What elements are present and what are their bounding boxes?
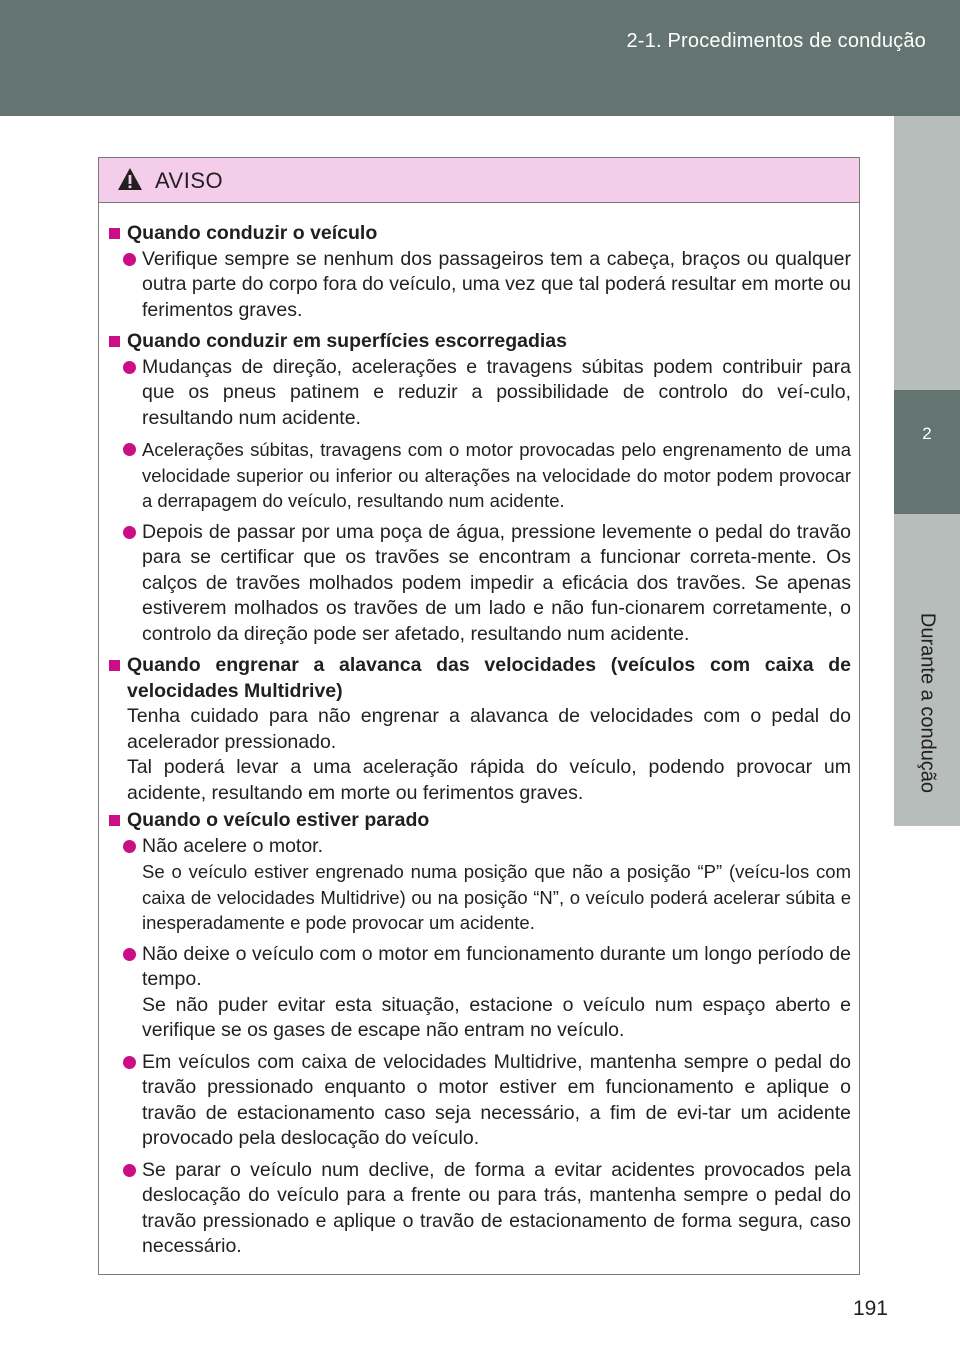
section-heading-text: Quando o veículo estiver parado — [127, 809, 430, 831]
round-bullet-icon — [123, 443, 136, 456]
list-item — [123, 247, 851, 324]
list-item-text — [142, 942, 851, 1044]
warning-triangle-icon — [117, 167, 143, 191]
list-item-text: Acelerações súbitas, travagens com o motor provocadas pelo engrenamento de uma velocidade superior ou inferior ou alterações na velocidade do motor podem provocar a derrapagem do veículo, resultando num acidente. — [142, 439, 851, 511]
warning-header — [99, 158, 859, 203]
list-item-text: Verifique sempre se nenhum dos passageiros tem a cabeça, braços ou qualquer outra parte do corpo fora do veículo, uma vez que tal poderá resultar em morte ou ferimentos graves. — [142, 247, 851, 321]
round-bullet-icon — [123, 1056, 136, 1069]
section-title: 2-1. Procedimentos de condução — [626, 30, 926, 52]
square-bullet-icon — [109, 336, 120, 347]
warning-box — [98, 157, 860, 1275]
round-bullet-icon — [123, 840, 136, 853]
paragraph: Tenha cuidado para não engrenar a alavanca de velocidades com o pedal do acelerador pressionado. — [127, 705, 851, 753]
section-heading-text: Quando conduzir o veículo — [127, 222, 378, 244]
section-heading-text: Quando conduzir em superfícies escorregadias — [127, 330, 567, 352]
square-bullet-icon — [109, 660, 120, 671]
chapter-number: 2 — [922, 424, 932, 443]
list-item — [123, 437, 851, 514]
round-bullet-icon — [123, 253, 136, 266]
chapter-label: Durante a condução — [916, 612, 939, 794]
section-heading-text: Quando engrenar a alavanca das velocidades (veículos com caixa de velocidades Multidrive) — [127, 654, 851, 702]
list-item-sub-text: Se não puder evitar esta situação, estacione o veículo num espaço aberto e verifique se os gases de escape não entram no veículo. — [142, 993, 851, 1041]
list-item-text: Em veículos com caixa de velocidades Multidrive, mantenha sempre o pedal do travão pressionado enquanto o motor estiver em funcionamento e aplique o travão de estacionamento caso seja necessário, a fim de evi-tar um acidente provocado pela deslocação do veículo. — [142, 1050, 851, 1149]
paragraph: Tal poderá levar a uma aceleração rápida do veículo, podendo provocar um acidente, resultando em morte ou ferimentos graves. — [127, 756, 851, 804]
warning-title: AVISO — [155, 168, 224, 193]
page-number: 191 — [852, 1297, 888, 1320]
list-item-main-text: Não acelere o motor. — [142, 834, 324, 857]
section-heading — [109, 653, 851, 704]
list-item — [123, 942, 851, 1044]
section-heading — [109, 329, 851, 355]
section-heading — [109, 221, 851, 247]
list-item-sub-text: Se o veículo estiver engrenado numa posição que não a posição “P” (veícu-los com caixa de velocidades Multidrive) ou na posição “N”, o veículo poderá acelerar súbita e inesperadamente e pode provocar um acidente. — [142, 861, 851, 933]
header-band — [0, 0, 960, 116]
square-bullet-icon — [109, 228, 120, 239]
round-bullet-icon — [123, 526, 136, 539]
list-item — [123, 834, 851, 936]
round-bullet-icon — [123, 1164, 136, 1177]
list-item — [123, 1050, 851, 1152]
list-item-main-text: Não deixe o veículo com o motor em funcionamento durante um longo período de tempo. — [142, 942, 851, 990]
list-item — [123, 355, 851, 432]
list-item-text: Se parar o veículo num declive, de forma a evitar acidentes provocados pela deslocação do veículo para a frente ou para trás, mantenha sempre o pedal do travão pressionado e aplique o travão de estacionamento de forma segura, caso necessário. — [142, 1158, 851, 1257]
list-item-text — [142, 834, 851, 936]
side-tab-chapter-block — [894, 390, 960, 514]
list-item-text: Depois de passar por uma poça de água, pressione levemente o pedal do travão para se certificar que os travões se encontram a funcionar correta-mente. Os calços de travões molhados podem impedir a eficácia dos travões. Se apenas estiverem molhados os travões de um lado e não fun-cionarem corretamente, o controlo da direção pode ser afetado, resultando num acidente. — [142, 520, 851, 645]
section-heading — [109, 808, 851, 834]
side-tab-top-band — [894, 116, 960, 390]
list-item — [123, 1158, 851, 1260]
warning-content — [99, 203, 859, 1260]
square-bullet-icon — [109, 815, 120, 826]
list-item-text: Mudanças de direção, acelerações e travagens súbitas podem contribuir para que os pneus patinem e reduzir a possibilidade de controlo do veí-culo, resultando num acidente. — [142, 355, 851, 429]
round-bullet-icon — [123, 948, 136, 961]
round-bullet-icon — [123, 361, 136, 374]
list-item — [123, 520, 851, 648]
chapter-side-tab — [894, 116, 960, 1336]
